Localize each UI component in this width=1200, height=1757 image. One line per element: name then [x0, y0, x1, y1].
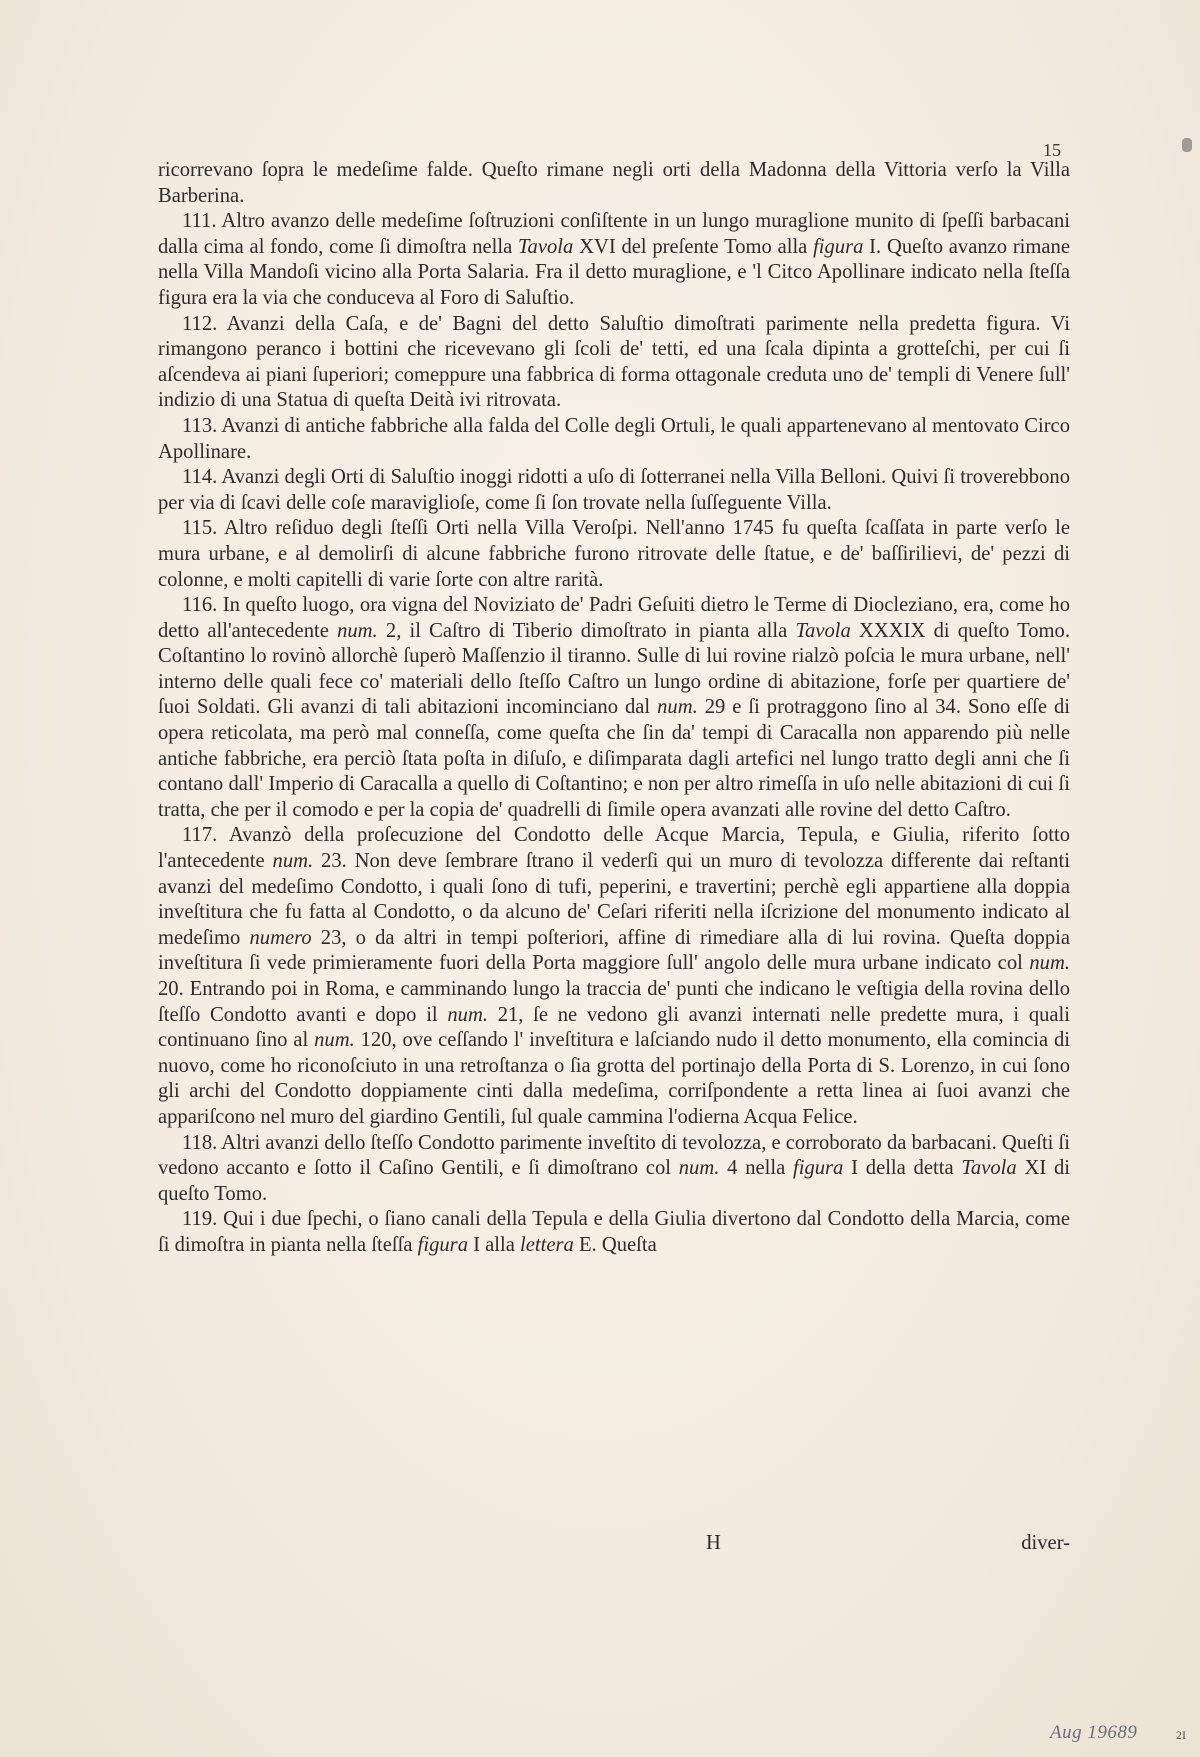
- text-run: E. Queſta: [573, 1233, 657, 1256]
- italic-run: num.: [272, 850, 314, 873]
- section-118: [158, 1131, 1070, 1208]
- library-stamp: Aug 19689: [1050, 1722, 1138, 1743]
- text-run: 20. Entrando poi in Roma, e camminando lungo la traccia de' punti che indicano le veſtigia della rovina dello ſteſſo Condotto avanti e dopo il: [158, 978, 1070, 1026]
- body-text: [158, 158, 1070, 1259]
- section-111: [158, 209, 1070, 311]
- paragraph-continuation: [158, 158, 1070, 209]
- text-run: XXXIX di queſto Tomo. Coſtantino lo rovinò allorchè ſuperò Maſſenzio il tiranno. Sulle di lui rovine rialzò poſcia le mura urbane, nell' interno delle quali fece co' materiali dello ſteſſo Caſtro un lungo ordine di abitazione, forſe per quartiere de' ſuoi Soldati. Gli avanzi di tali abitazioni incominciano dal: [158, 619, 1070, 719]
- italic-run: Tavola: [518, 235, 574, 258]
- italic-run: figura: [813, 235, 864, 258]
- text-run: 21, ſe ne vedono gli avanzi internati nelle predette mura, i quali continuano ſino al: [158, 1003, 1070, 1052]
- text-run: XI di queſto Tomo.: [158, 1157, 1070, 1205]
- text-run: 112. Avanzi della Caſa, e de' Bagni del detto Saluſtio dimoſtrati parimente nella predetta figura. Vi rimangono peranco i bottini che ricevevano gli ſcoli de' tetti, ed una ſcala dipinta a grotteſchi, per cui ſi aſcendeva ai piani ſuperiori; comeppure una fabbrica di forma ottagonale creduta uno de' templi di Venere ſull' indizio di una Statua di queſta Deità ivi ritrovata.: [158, 312, 1070, 412]
- edge-note: 2I: [1176, 1728, 1186, 1742]
- text-run: 23, o da altri in tempi poſteriori, affine di rimediare alla di lui rovina. Queſta doppia inveſtitura ſi vede primieramente fuori della Porta maggiore ſull' angolo delle mura urbane indicato col: [158, 926, 1070, 975]
- text-run: 4 nella: [719, 1157, 793, 1180]
- italic-run: num.: [678, 1157, 720, 1180]
- section-116: [158, 593, 1070, 823]
- section-114: [158, 465, 1070, 516]
- text-run: 113. Avanzi di antiche fabbriche alla falda del Colle degli Ortuli, le quali appartenevano al mentovato Circo Apollinare.: [158, 414, 1070, 463]
- text-run: 29 e ſi protraggono ſino al 34. Sono eſſe di opera reticolata, ma però mal conneſſa, come queſta che ſin da' tempi di Caracalla non apparendo più nelle antiche fabbriche, era perciò ſtata poſta in diſuſo, e diſimparata dagli artefici nel lungo tratto degli anni che ſi contano dall' Imperio di Caracalla a quello di Coſtantino; e non per altro rimeſſa in uſo nelle abitazioni di cui ſi tratta, che per il comodo e per la copia de' quadrelli di ſimile opera avanzati alle rovine del detto Caſtro.: [158, 696, 1071, 821]
- text-run: I. Queſto avanzo rimane nella Villa Mandoſi vicino alla Porta Salaria. Fra il detto muraglione, e 'l Citco Apollinare indicato nella ſteſſa figura era la via che conduceva al Foro di Saluſtio.: [158, 235, 1070, 309]
- page-number: 15: [1043, 140, 1061, 160]
- section-119: [158, 1207, 1070, 1258]
- section-113: [158, 414, 1070, 465]
- section-112: [158, 312, 1070, 414]
- text-run: 117. Avanzò della proſecuzione del Condotto delle Acque Marcia, Tepula, e Giulia, riferito ſotto l'antecedente: [158, 824, 1070, 873]
- text-run: 114. Avanzi degli Orti di Saluſtio inoggi ridotti a uſo di ſotterranei nella Villa Belloni. Quivi ſi troverebbono per via di ſcavi delle coſe maraviglioſe, come ſi ſon trovate nella ſuſſeguente Villa.: [158, 466, 1070, 514]
- italic-run: num.: [447, 1003, 488, 1026]
- footer-line: [158, 1532, 1070, 1558]
- text-run: XVI del preſente Tomo alla: [573, 235, 814, 258]
- italic-run: num.: [337, 619, 378, 642]
- text-run: 120, ove ceſſando l' inveſtitura e laſciando nudo il detto monumento, ella comincia di nuovo, come ho riconoſciuto in una retroſtanza o ſia grotta del portinajo della Porta di S. Lorenzo, in cui ſono gli archi del Condotto doppiamente cinti dalla medeſima, corriſpondente a retta linea ai ſuoi avanzi che appariſcono nel muro del giardino Gentili, ſul quale cammina l'odierna Acqua Felice.: [158, 1029, 1070, 1128]
- text-run: 118. Altri avanzi dello ſteſſo Condotto parimente inveſtito di tevolozza, e corroborato da barbacani. Queſti ſi vedono accanto e ſotto il Caſino Gentili, e ſi dimoſtrano col: [158, 1131, 1070, 1180]
- page-edge-stain: [1182, 138, 1192, 152]
- italic-run: Tavola: [795, 619, 851, 642]
- italic-run: lettera: [520, 1233, 574, 1256]
- gathering-signature: H: [706, 1532, 721, 1554]
- text-run: 116. In queſto luogo, ora vigna del Noviziato de' Padri Geſuiti dietro le Terme di Diocleziano, era, come ho detto all'antecedente: [158, 594, 1070, 642]
- text-run: ricorrevano ſopra le medeſime falde. Queſto rimane negli orti della Madonna della Vittoria verſo la Villa Barberina.: [158, 159, 1070, 207]
- italic-run: figura: [417, 1233, 468, 1256]
- section-115: [158, 516, 1070, 593]
- section-117: [158, 823, 1070, 1130]
- catchword: diver-: [1021, 1532, 1070, 1554]
- text-run: 111. Altro avanzo delle medeſime ſoſtruzioni conſiſtente in un lungo muraglione munito di ſpeſſi barbacani dalla cima al fondo, come ſi dimoſtra nella: [158, 210, 1070, 258]
- text-run: I alla: [468, 1233, 521, 1256]
- italic-run: numero: [249, 926, 312, 949]
- italic-run: num.: [657, 696, 698, 719]
- italic-run: num.: [1029, 952, 1070, 975]
- text-run: 23. Non deve ſembrare ſtrano il vederſi qui un muro di tevolozza differente dai reſtanti avanzi del medeſimo Condotto, i quali ſono di tufi, peperini, e travertini; perchè egli appartiene alla doppia inveſtitura che fu fatta al Condotto, o da alcuno de' Ceſari riferiti nella iſcrizione del monumento indicato al medeſimo: [158, 850, 1070, 949]
- text-run: I della detta: [843, 1157, 962, 1180]
- italic-run: num.: [314, 1029, 355, 1052]
- italic-run: Tavola: [961, 1157, 1017, 1180]
- italic-run: figura: [793, 1157, 844, 1180]
- text-run: 115. Altro reſiduo degli ſteſſi Orti nella Villa Veroſpi. Nell'anno 1745 fu queſta ſcaſſata in parte verſo le mura urbane, e al demolirſi di alcune fabbriche furono ritrovate delle ſtatue, e de' baſſirilievi, de' pezzi di colonne, e molti capitelli di varie ſorte con altre rarità.: [158, 517, 1070, 591]
- text-run: 119. Qui i due ſpechi, o ſiano canali della Tepula e della Giulia divertono dal Condotto della Marcia, come ſi dimoſtra in pianta nella ſteſſa: [158, 1208, 1070, 1256]
- text-run: 2, il Caſtro di Tiberio dimoſtrato in pianta alla: [377, 619, 796, 642]
